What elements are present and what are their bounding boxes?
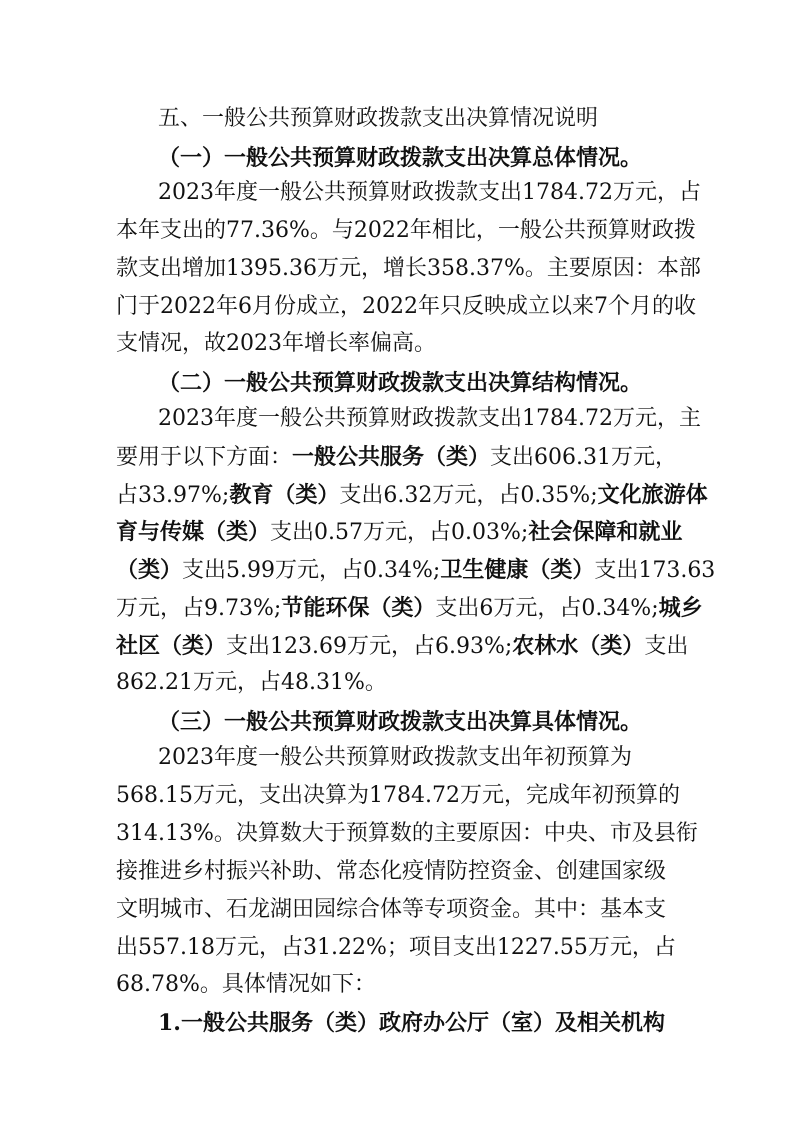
paragraph-line	[116, 629, 689, 663]
text-span: 支出173.63	[594, 558, 716, 583]
paragraph-line	[116, 553, 716, 587]
category-label: 文化旅游体	[597, 482, 708, 508]
category-label: 社会保障和就业	[528, 519, 683, 545]
category-label: 社区（类）	[116, 633, 227, 659]
category-label: 农林水（类）	[512, 633, 645, 659]
paragraph-line: 款支出增加1395.36万元，增长358.37%。主要原因：本部	[116, 256, 701, 281]
text-span: 支出606.31万元，	[490, 445, 678, 470]
item-heading-1: 1.一般公共服务（类）政府办公厅（室）及相关机构	[158, 1010, 665, 1036]
paragraph-line: 68.78%。具体情况如下：	[116, 972, 376, 997]
paragraph-line: 接推进乡村振兴补助、常态化疫情防控资金、创建国家级	[116, 859, 667, 884]
category-label: 卫生健康（类）	[440, 557, 595, 583]
text-span: 支出123.69万元，占6.93%;	[226, 634, 513, 659]
category-label: 城乡	[658, 595, 703, 621]
paragraph-line: 本年支出的77.36%。与2022年相比，一般公共预算财政拨	[116, 218, 696, 243]
paragraph-line: 文明城市、石龙湖田园综合体等专项资金。其中：基本支	[116, 897, 667, 922]
text-span: 支出6万元，占0.34%;	[435, 596, 659, 621]
paragraph-line: 2023年度一般公共预算财政拨款支出年初预算为	[158, 745, 632, 770]
paragraph-line: 314.13%。决算数大于预算数的主要原因：中央、市及县衔	[116, 821, 698, 846]
text-span: 支出0.57万元，占0.03%;	[270, 520, 529, 545]
text-span: 要用于以下方面：	[116, 445, 293, 470]
subsection-heading-2: （二）一般公共预算财政拨款支出决算结构情况。	[158, 370, 643, 396]
category-label: 教育（类）	[229, 482, 340, 508]
category-label: 育与传媒（类）	[116, 519, 271, 545]
text-span: 万元，占9.73%;	[116, 596, 282, 621]
paragraph-line: 出557.18万元，占31.22%；项目支出1227.55万元，占	[116, 935, 676, 960]
text-span: 占33.97%;	[116, 483, 230, 508]
text-span: 支出5.99万元，占0.34%;	[182, 558, 441, 583]
paragraph-line: 支情况，故2023年增长率偏高。	[116, 331, 436, 356]
category-label: 节能环保（类）	[281, 595, 436, 621]
subsection-heading-3: （三）一般公共预算财政拨款支出决算具体情况。	[158, 709, 643, 735]
paragraph-line: 568.15万元，支出决算为1784.72万元，完成年初预算的	[116, 783, 680, 808]
category-label: （类）	[116, 557, 183, 583]
text-span: 支出6.32万元，占0.35%;	[339, 483, 598, 508]
paragraph-line	[116, 591, 703, 625]
section-title: 五、一般公共预算财政拨款支出决算情况说明	[158, 106, 599, 131]
paragraph-line: 门于2022年6月份成立，2022年只反映成立以来7个月的收	[116, 294, 696, 319]
subsection-heading-1: （一）一般公共预算财政拨款支出决算总体情况。	[158, 145, 643, 171]
paragraph-line	[116, 515, 686, 549]
paragraph-line: 2023年度一般公共预算财政拨款支出1784.72万元，主	[158, 406, 701, 431]
paragraph-line	[116, 478, 708, 512]
text-span: 支出	[644, 634, 689, 659]
paragraph-line	[116, 440, 686, 474]
category-label: 一般公共服务（类）	[292, 444, 491, 470]
paragraph-line: 862.21万元，占48.31%。	[116, 670, 387, 695]
paragraph-line: 2023年度一般公共预算财政拨款支出1784.72万元，占	[158, 180, 701, 205]
